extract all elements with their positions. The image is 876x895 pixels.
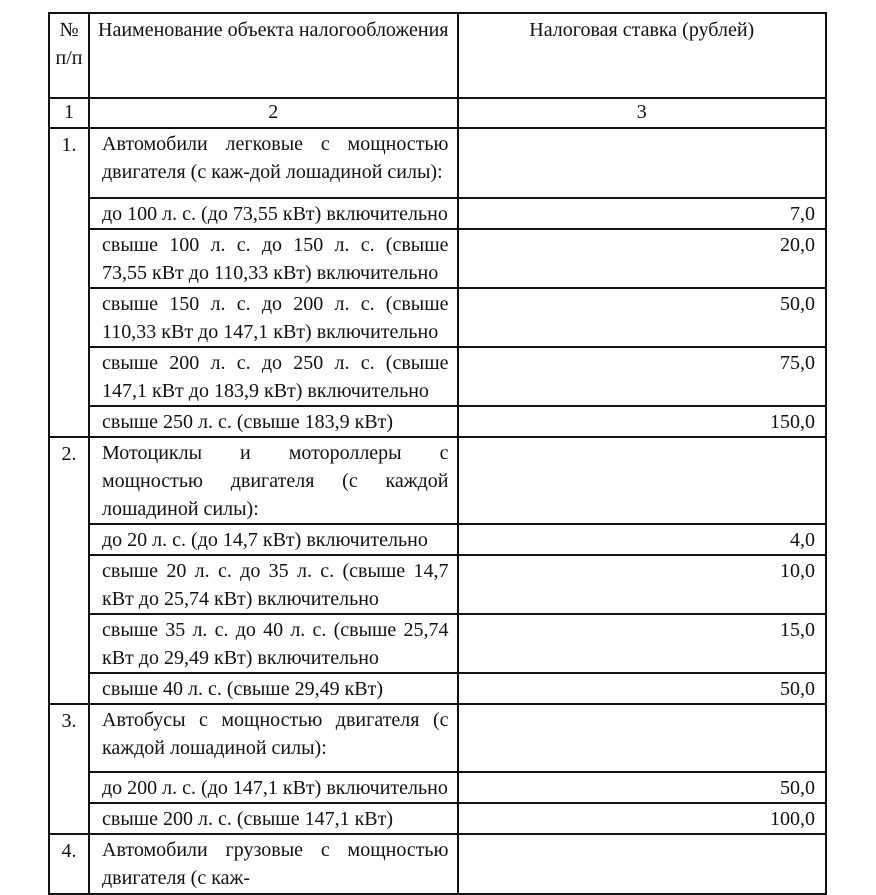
- table-row: [49, 288, 826, 347]
- tax-rate: 100,0: [458, 803, 827, 834]
- object-name: свыше 250 л. с. (свыше 183,9 кВт): [89, 406, 458, 437]
- object-name: свыше 200 л. с. до 250 л. с. (свыше 147,1 кВт до 183,9 кВт) включительно: [89, 347, 458, 406]
- table-row: [49, 229, 826, 288]
- header-object-name: Наименование объекта налогообложения: [89, 13, 458, 98]
- section-rate-empty: [458, 834, 827, 894]
- section-title: Автобусы с мощностью двигателя (с каждой лошадиной силы):: [89, 704, 458, 772]
- table-row: [49, 347, 826, 406]
- section-rate-empty: [458, 437, 827, 524]
- tax-rate: 7,0: [458, 198, 827, 229]
- header-number: № п/п: [49, 13, 89, 98]
- section-title: Мотоциклы и мотороллеры с мощностью двигателя (с каждой лошадиной силы):: [89, 437, 458, 524]
- header-row: [49, 13, 826, 98]
- table-row: [49, 524, 826, 555]
- object-name: свыше 40 л. с. (свыше 29,49 кВт): [89, 673, 458, 704]
- tax-rate: 20,0: [458, 229, 827, 288]
- section-rate-empty: [458, 704, 827, 772]
- index-3: 3: [458, 98, 827, 128]
- tax-rate: 50,0: [458, 673, 827, 704]
- tax-rate: 4,0: [458, 524, 827, 555]
- section-row: [49, 128, 826, 198]
- object-name: до 100 л. с. (до 73,55 кВт) включительно: [89, 198, 458, 229]
- tax-rate: 150,0: [458, 406, 827, 437]
- table-row: [49, 555, 826, 614]
- section-number: 3.: [49, 704, 89, 834]
- tax-rate: 75,0: [458, 347, 827, 406]
- section-number: 4.: [49, 834, 89, 894]
- tax-rate: 15,0: [458, 614, 827, 673]
- object-name: до 200 л. с. (до 147,1 кВт) включительно: [89, 772, 458, 803]
- table-row: [49, 673, 826, 704]
- table-row: [49, 772, 826, 803]
- tax-rate: 50,0: [458, 772, 827, 803]
- object-name: свыше 35 л. с. до 40 л. с. (свыше 25,74 кВт до 29,49 кВт) включительно: [89, 614, 458, 673]
- section-row: [49, 704, 826, 772]
- table-row: [49, 406, 826, 437]
- object-name: свыше 100 л. с. до 150 л. с. (свыше 73,55 кВт до 110,33 кВт) включительно: [89, 229, 458, 288]
- index-1: 1: [49, 98, 89, 128]
- object-name: свыше 20 л. с. до 35 л. с. (свыше 14,7 кВт до 25,74 кВт) включительно: [89, 555, 458, 614]
- section-row: [49, 834, 826, 894]
- table-row: [49, 614, 826, 673]
- section-rate-empty: [458, 128, 827, 198]
- table-row: [49, 198, 826, 229]
- section-number: 1.: [49, 128, 89, 437]
- object-name: до 20 л. с. (до 14,7 кВт) включительно: [89, 524, 458, 555]
- tax-rate: 10,0: [458, 555, 827, 614]
- object-name: свыше 150 л. с. до 200 л. с. (свыше 110,33 кВт до 147,1 кВт) включительно: [89, 288, 458, 347]
- section-title: Автомобили грузовые с мощностью двигателя (с каж-: [89, 834, 458, 894]
- index-2: 2: [89, 98, 458, 128]
- tax-rate: 50,0: [458, 288, 827, 347]
- section-row: [49, 437, 826, 524]
- section-title: Автомобили легковые с мощностью двигателя (с каж-дой лошадиной силы):: [89, 128, 458, 198]
- tax-rate-table: [48, 12, 827, 895]
- table-row: [49, 803, 826, 834]
- header-tax-rate: Налоговая ставка (рублей): [458, 13, 827, 98]
- object-name: свыше 200 л. с. (свыше 147,1 кВт): [89, 803, 458, 834]
- column-index-row: [49, 98, 826, 128]
- section-number: 2.: [49, 437, 89, 704]
